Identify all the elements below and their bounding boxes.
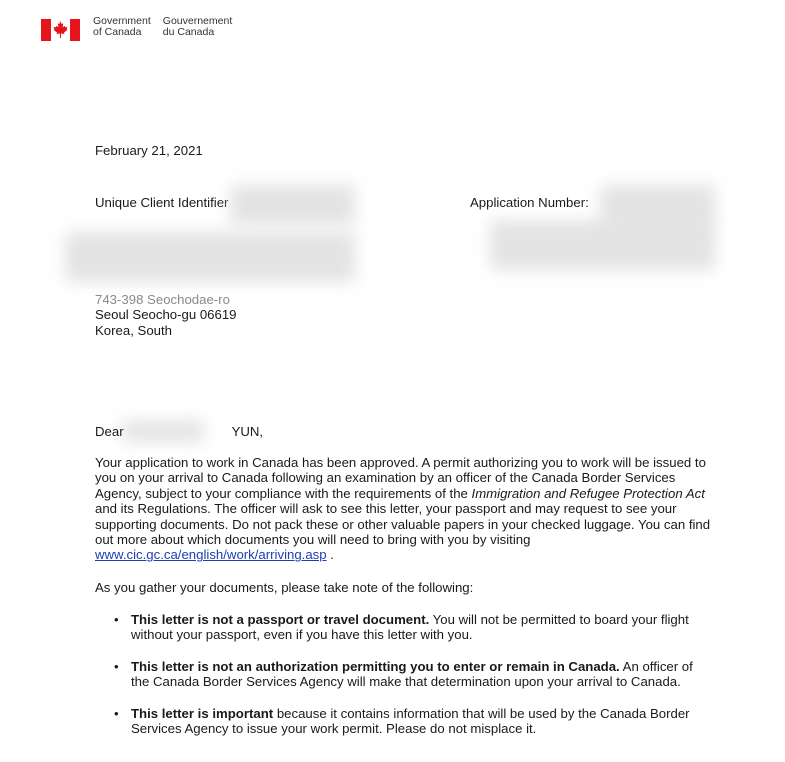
canada-flag-icon xyxy=(41,19,80,41)
note-bold: This letter is not a passport or travel document. xyxy=(131,612,430,627)
signature-french xyxy=(163,16,232,38)
redaction-blur-name xyxy=(65,232,355,282)
note-text: An officer of the Canada Border Services Agency will make that determination upon your arrival to Canada. xyxy=(131,658,693,690)
bullet-icon: • xyxy=(114,658,119,674)
note-text: You will not be permitted to board your flight without your passport, even if you have this letter with you. xyxy=(131,612,689,643)
redaction-blur-uci xyxy=(230,185,355,225)
arriving-link[interactable]: www.cic.gc.ca/english/work/arriving.asp xyxy=(95,547,327,563)
list-item xyxy=(112,706,712,737)
redaction-blur-app xyxy=(600,185,715,225)
notes-list xyxy=(112,612,712,752)
gov-fr-line2: du Canada xyxy=(162,26,215,38)
redaction-blur-right xyxy=(490,220,715,270)
bullet-icon: • xyxy=(114,612,119,627)
address-line3: Korea, South xyxy=(95,322,172,338)
list-item xyxy=(112,612,712,643)
p1-text-end: . xyxy=(326,547,334,563)
gov-en-line2: of Canada xyxy=(93,26,142,38)
p1-text-b: and its Regulations. The officer will ask to see this letter, your passport and may request to see your supporting documents. Do not pack these or other valuable papers in your checked luggage. You can find out more about which documents you will need to bring with you by visiting xyxy=(95,501,711,548)
documents-intro: As you gather your documents, please take note of the following: xyxy=(95,580,474,595)
note-text: because it contains information that will be used by the Canada Border Services Agency to issue your work permit. Please do not misplace it. xyxy=(131,705,690,737)
gov-en-line1: Government xyxy=(93,15,151,27)
salutation-start: Dear xyxy=(95,424,124,439)
salutation-end: YUN, xyxy=(231,424,264,439)
mailing-address xyxy=(95,292,237,338)
address-line2: Seoul Seocho-gu 06619 xyxy=(95,307,237,323)
p1-act-name: Immigration and Refugee Protection Act xyxy=(471,485,705,501)
list-item xyxy=(112,659,712,690)
uci-label: Unique Client Identifier xyxy=(95,195,229,210)
signature-english xyxy=(93,16,151,38)
note-bold: This letter is important xyxy=(131,705,274,721)
salutation xyxy=(95,424,263,439)
approval-paragraph xyxy=(95,455,715,563)
government-signature xyxy=(41,16,244,41)
address-line1: 743-398 Seochodae-ro xyxy=(95,292,230,307)
bullet-icon: • xyxy=(114,705,119,721)
letter-date: February 21, 2021 xyxy=(95,143,203,158)
note-bold: This letter is not an authorization permitting you to enter or remain in Canada. xyxy=(131,658,620,674)
p1-text-a: Your application to work in Canada has been approved. A permit authorizing you to work will be issued to you on your arrival to Canada following an examination by an officer of the Canada Border Services Agency, subject to your compliance with the requirements of the xyxy=(95,455,706,501)
application-number-label: Application Number: xyxy=(470,195,589,210)
gov-fr-line1: Gouvernement xyxy=(162,15,233,27)
